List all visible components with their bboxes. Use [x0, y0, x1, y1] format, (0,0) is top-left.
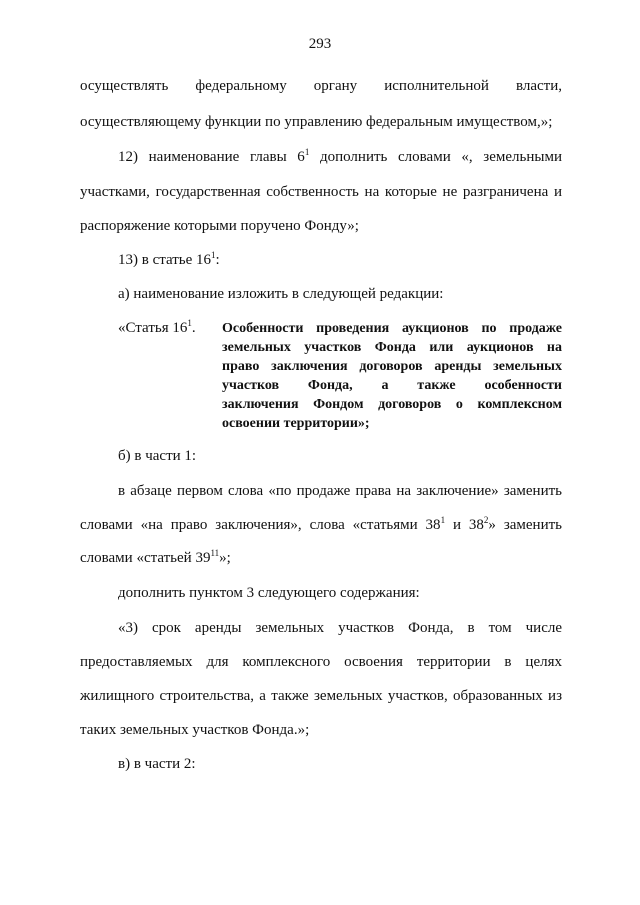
superscript: 1 — [211, 250, 216, 260]
article-heading-line-3: право заключения договоров аренды земельных — [222, 359, 562, 374]
superscript: 1 — [304, 147, 310, 157]
page-number: 293 — [308, 36, 332, 52]
superscript: 1 — [440, 515, 446, 525]
superscript: 11 — [210, 548, 220, 558]
text-line-11 — [80, 548, 562, 568]
superscript: 2 — [483, 515, 489, 525]
text-segment: » заменить — [488, 517, 562, 533]
text-line-13: «3) срок аренды земельных участков Фонда, в том числе — [118, 620, 562, 636]
text-line-3 — [118, 147, 562, 167]
article-heading-line-4: участков Фонда, а также особенности — [222, 378, 562, 393]
text-line-6 — [118, 250, 562, 270]
article-heading-line-2: земельных участков Фонда или аукционов на — [222, 340, 562, 355]
text-segment: 13) в статье 16 — [118, 252, 212, 268]
text-segment: 12) наименование главы 6 — [118, 149, 305, 165]
article-label — [118, 318, 196, 338]
article-heading-line-1: Особенности проведения аукционов по продаже — [222, 321, 562, 336]
text-line-5: распоряжение которыми поручено Фонду»; — [80, 218, 359, 234]
text-line-2: осуществляющему функции по управлению федеральным имуществом,»; — [80, 114, 553, 130]
text-line-1: осуществлять федеральному органу исполнительной власти, — [80, 78, 562, 94]
text-segment: и 38 — [445, 517, 484, 533]
superscript: 1 — [187, 318, 192, 328]
text-segment: »; — [219, 550, 231, 566]
article-heading-line-6: освоении территории»; — [222, 416, 370, 431]
text-line-4: участками, государственная собственность на которые не разграничена и — [80, 184, 562, 200]
text-segment: словами «статьей 39 — [80, 550, 211, 566]
text-line-15: жилищного строительства, а также земельных участков, образованных из — [80, 688, 562, 704]
text-line-7: а) наименование изложить в следующей редакции: — [118, 286, 444, 302]
text-segment: . — [191, 320, 196, 336]
text-segment: : — [215, 252, 220, 268]
text-line-14: предоставляемых для комплексного освоения территории в целях — [80, 654, 562, 670]
text-line-8: б) в части 1: — [118, 448, 197, 464]
text-line-10 — [80, 515, 562, 535]
text-line-17: в) в части 2: — [118, 756, 196, 772]
text-line-12: дополнить пунктом 3 следующего содержания: — [118, 585, 420, 601]
article-heading-line-5: заключения Фондом договоров о комплексном — [222, 397, 562, 412]
text-line-9: в абзаце первом слова «по продаже права на заключение» заменить — [118, 483, 562, 499]
text-segment: «Статья 16 — [118, 320, 188, 336]
text-segment: словами «на право заключения», слова «статьями 38 — [80, 517, 441, 533]
text-segment: дополнить словами «, земельными — [309, 149, 562, 165]
text-line-16: таких земельных участков Фонда.»; — [80, 722, 310, 738]
